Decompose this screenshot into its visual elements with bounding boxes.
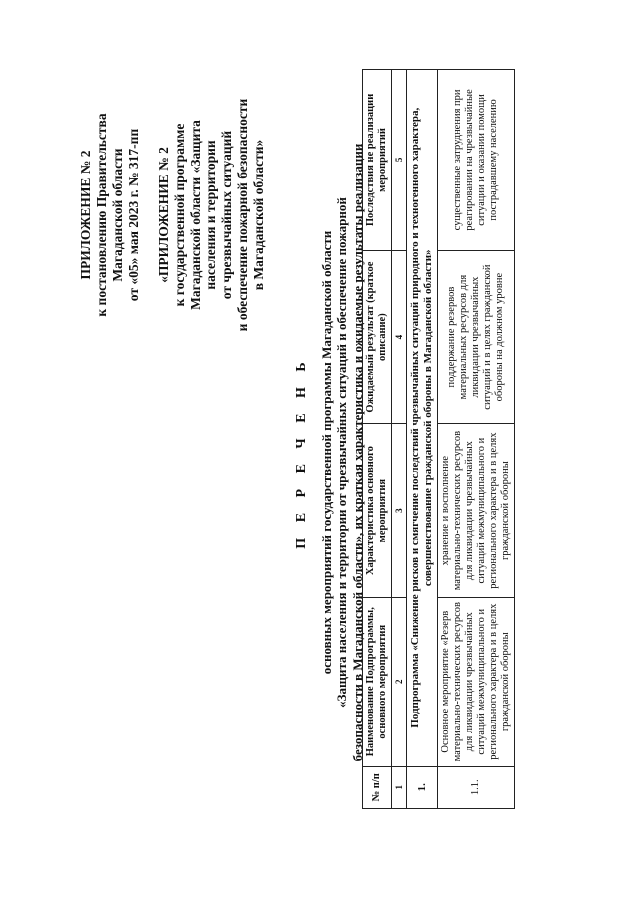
document-title xyxy=(294,80,366,825)
header-cell-num: № п/п xyxy=(363,766,392,808)
column-number-row xyxy=(392,70,407,809)
title-line: «Защита населения и территории от чрезвычайных ситуаций и обеспечение пожарной xyxy=(334,197,350,708)
appendix-line: Магаданской области «Защита xyxy=(187,120,203,310)
header-line: от «05» мая 2023 г. № 317-пп xyxy=(125,128,141,302)
header-line: Магаданской области xyxy=(109,148,125,282)
row-name: Основное мероприятие «Резерв материально-технических ресурсов для ликвидации чрезвычайных ситуаций межмуниципального и регионального характера и в целях гражданской обороны xyxy=(437,597,514,766)
row-num: 1.1. xyxy=(437,766,514,808)
header-cell-characteristic: Характеристика основного мероприятия xyxy=(363,424,392,598)
appendix-line: к государственной программе xyxy=(171,123,187,307)
row-consequences: существенные затруднения при реагировании на чрезвычайные ситуации и оказании помощи пострадавшему населению xyxy=(437,70,514,251)
title-line: основных мероприятий государственной программы Магаданской области xyxy=(318,230,334,675)
subprogram-num: 1. xyxy=(407,766,437,808)
column-number: 5 xyxy=(392,70,407,251)
perechen-heading: П Е Р Е Ч Е Н Ь xyxy=(294,356,309,549)
column-number: 1 xyxy=(392,766,407,808)
header-cell-consequences: Последствия не реализации мероприятий xyxy=(363,70,392,251)
appendix-line: от чрезвычайных ситуаций xyxy=(219,130,235,300)
appendix-header xyxy=(78,90,267,340)
column-number: 3 xyxy=(392,424,407,598)
subprogram-row xyxy=(407,70,437,809)
row-characteristic: хранение и восполнение материально-технических ресурсов для ликвидации чрезвычайных ситуаций межмуниципального и регионального характера и в целях гражданской обороны xyxy=(437,424,514,598)
appendix-line: и обеспечение пожарной безопасности xyxy=(235,98,251,332)
column-number: 4 xyxy=(392,250,407,424)
appendix-line: населения и территории xyxy=(203,140,219,290)
appendix-line: в Магаданской области» xyxy=(251,139,267,291)
table-header-row xyxy=(363,70,392,809)
header-line: к постановлению Правительства xyxy=(93,113,109,317)
title-line: безопасности в Магаданской области», их краткая характеристика и ожидаемые результаты реализации xyxy=(349,143,365,762)
appendix-line: «ПРИЛОЖЕНИЕ № 2 xyxy=(155,147,171,283)
header-cell-name: Наименование Подпрограммы, основного мероприятия xyxy=(363,597,392,766)
row-result: поддержание резервов материальных ресурсов для ликвидации чрезвычайных ситуаций и в целях гражданской обороны на должном уровне xyxy=(437,250,514,424)
measures-table xyxy=(362,69,515,809)
header-cell-result: Ожидаемый результат (краткое описание) xyxy=(363,250,392,424)
subprogram-title: Подпрограмма «Снижение рисков и смягчение последствий чрезвычайных ситуаций природного и техногенного характера, совершенствование гражданской обороны в Магаданской области» xyxy=(407,70,437,767)
column-number: 2 xyxy=(392,597,407,766)
header-line: ПРИЛОЖЕНИЕ № 2 xyxy=(78,150,93,280)
table-row xyxy=(437,70,514,809)
